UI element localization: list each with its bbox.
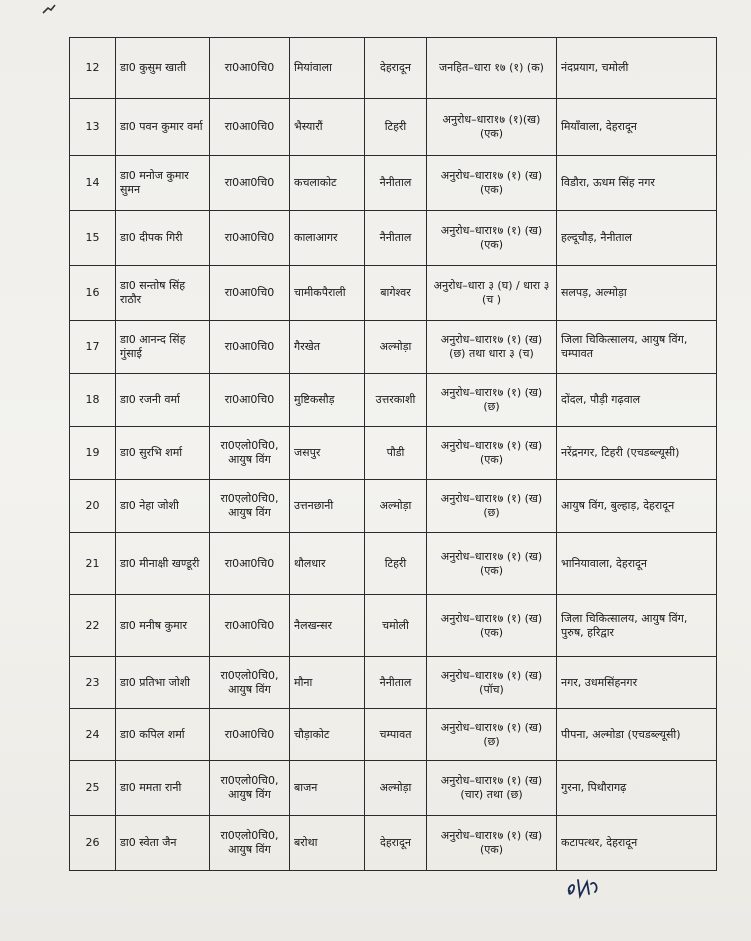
serial-number: 14	[70, 156, 116, 211]
designation: रा0आ0चि0	[210, 38, 290, 99]
officer-name: डा0 पवन कुमार वर्मा	[116, 99, 210, 156]
current-posting: मियांवाला	[290, 38, 365, 99]
officer-name: डा0 कुसुम खाती	[116, 38, 210, 99]
current-posting: बरोथा	[290, 816, 365, 871]
current-posting: उत्तनछानी	[290, 480, 365, 533]
new-posting: नगर, उधमसिंहनगर	[557, 657, 717, 709]
current-posting: चामीकपैराली	[290, 266, 365, 321]
officer-name: डा0 मनीष कुमार	[116, 595, 210, 657]
new-posting: सलपड़, अल्मोड़ा	[557, 266, 717, 321]
district: चम्पावत	[365, 709, 427, 761]
designation: रा0आ0चि0	[210, 321, 290, 374]
serial-number: 26	[70, 816, 116, 871]
serial-number: 22	[70, 595, 116, 657]
designation: रा0आ0चि0	[210, 99, 290, 156]
table-row	[70, 99, 717, 156]
new-posting: भानियावाला, देहरादून	[557, 533, 717, 595]
designation: रा0आ0चि0	[210, 374, 290, 427]
current-posting: बाजन	[290, 761, 365, 816]
serial-number: 23	[70, 657, 116, 709]
serial-number: 24	[70, 709, 116, 761]
current-posting: मौना	[290, 657, 365, 709]
transfer-basis: अनुरोध–धारा१७ (१) (ख) (एक)	[427, 816, 557, 871]
designation: रा0आ0चि0	[210, 266, 290, 321]
designation: रा0आ0चि0	[210, 709, 290, 761]
transfer-basis: अनुरोध–धारा१७ (१) (ख) (छ)	[427, 480, 557, 533]
designation: रा0एलो0चि0, आयुष विंग	[210, 427, 290, 480]
table-row	[70, 156, 717, 211]
district: नैनीताल	[365, 156, 427, 211]
table-row	[70, 761, 717, 816]
current-posting: कचलाकोट	[290, 156, 365, 211]
current-posting: कालाआगर	[290, 211, 365, 266]
transfer-basis: अनुरोध–धारा१७ (१) (ख) (एक)	[427, 427, 557, 480]
new-posting: पीपना, अल्मोडा (एचडब्ल्यूसी)	[557, 709, 717, 761]
district: टिहरी	[365, 533, 427, 595]
district: अल्मोड़ा	[365, 321, 427, 374]
designation: रा0आ0चि0	[210, 156, 290, 211]
new-posting: नंदप्रयाग, चमोली	[557, 38, 717, 99]
serial-number: 19	[70, 427, 116, 480]
new-posting: कटापत्थर, देहरादून	[557, 816, 717, 871]
new-posting: जिला चिकित्सालय, आयुष विंग, पुरुष, हरिद्वार	[557, 595, 717, 657]
serial-number: 21	[70, 533, 116, 595]
officer-name: डा0 मनोज कुमार सुमन	[116, 156, 210, 211]
current-posting: गैरखेत	[290, 321, 365, 374]
handwritten-signature	[565, 874, 605, 900]
current-posting: मुष्टिकसौड़	[290, 374, 365, 427]
transfer-basis: अनुरोध–धारा१७ (१) (ख) (छ)	[427, 709, 557, 761]
designation: रा0एलो0चि0, आयुष विंग	[210, 480, 290, 533]
new-posting: विडौरा, ऊधम सिंह नगर	[557, 156, 717, 211]
district: उत्तरकाशी	[365, 374, 427, 427]
designation: रा0आ0चि0	[210, 595, 290, 657]
transfer-basis: अनुरोध–धारा१७ (१) (ख) (एक)	[427, 533, 557, 595]
district: अल्मोड़ा	[365, 761, 427, 816]
transfer-basis: अनुरोध–धारा१७ (१) (ख) (एक)	[427, 595, 557, 657]
table-row	[70, 374, 717, 427]
district: अल्मोड़ा	[365, 480, 427, 533]
table-row	[70, 816, 717, 871]
table-row	[70, 321, 717, 374]
officer-name: डा0 प्रतिभा जोशी	[116, 657, 210, 709]
officer-name: डा0 आनन्द सिंह गुंसाई	[116, 321, 210, 374]
new-posting: नरेंद्रनगर, टिहरी (एचडब्ल्यूसी)	[557, 427, 717, 480]
district: टिहरी	[365, 99, 427, 156]
new-posting: मियाँवाला, देहरादून	[557, 99, 717, 156]
officer-name: डा0 दीपक गिरी	[116, 211, 210, 266]
transfer-basis: अनुरोध–धारा१७ (१) (ख) (छ)	[427, 374, 557, 427]
new-posting: जिला चिकित्सालय, आयुष विंग, चम्पावत	[557, 321, 717, 374]
new-posting: हल्दूचौड़, नैनीताल	[557, 211, 717, 266]
transfer-basis: अनुरोध–धारा१७ (१) (ख) (पॉच)	[427, 657, 557, 709]
officer-name: डा0 नेहा जोशी	[116, 480, 210, 533]
serial-number: 15	[70, 211, 116, 266]
serial-number: 25	[70, 761, 116, 816]
officer-name: डा0 स्वेता जैन	[116, 816, 210, 871]
serial-number: 16	[70, 266, 116, 321]
new-posting: गुरना, पिथौरागढ़	[557, 761, 717, 816]
serial-number: 18	[70, 374, 116, 427]
serial-number: 17	[70, 321, 116, 374]
current-posting: चौड़ाकोट	[290, 709, 365, 761]
transfer-basis: अनुरोध–धारा१७ (१) (ख) (एक)	[427, 211, 557, 266]
district: देहरादून	[365, 816, 427, 871]
district: देहरादून	[365, 38, 427, 99]
officer-name: डा0 सुरभि शर्मा	[116, 427, 210, 480]
table-row	[70, 595, 717, 657]
transfer-basis: अनुरोध–धारा१७ (१) (ख) (छ) तथा धारा ३ (च)	[427, 321, 557, 374]
new-posting: आयुष विंग, बुल्हाड़, देहरादून	[557, 480, 717, 533]
district: नैनीताल	[365, 211, 427, 266]
transfer-basis: अनुरोध–धारा१७ (१) (ख) (चार) तथा (छ)	[427, 761, 557, 816]
table-row	[70, 266, 717, 321]
district: पौडी	[365, 427, 427, 480]
officer-name: डा0 ममता रानी	[116, 761, 210, 816]
scan-speck-mark	[42, 4, 56, 16]
table-row	[70, 38, 717, 99]
officer-name: डा0 मीनाक्षी खण्डूरी	[116, 533, 210, 595]
serial-number: 12	[70, 38, 116, 99]
current-posting: थौलधार	[290, 533, 365, 595]
designation: रा0एलो0चि0, आयुष विंग	[210, 816, 290, 871]
new-posting: दोंदल, पौड़ी गढ़वाल	[557, 374, 717, 427]
designation: रा0एलो0चि0, आयुष विंग	[210, 657, 290, 709]
serial-number: 20	[70, 480, 116, 533]
transfer-table	[69, 37, 717, 871]
transfer-basis: जनहित–धारा १७ (१) (क)	[427, 38, 557, 99]
designation: रा0एलो0चि0, आयुष विंग	[210, 761, 290, 816]
transfer-basis: अनुरोध–धारा१७ (१) (ख) (एक)	[427, 156, 557, 211]
current-posting: जसपुर	[290, 427, 365, 480]
current-posting: नैलखन्सर	[290, 595, 365, 657]
officer-name: डा0 कपिल शर्मा	[116, 709, 210, 761]
table-row	[70, 211, 717, 266]
designation: रा0आ0चि0	[210, 533, 290, 595]
district: बागेश्वर	[365, 266, 427, 321]
officer-name: डा0 सन्तोष सिंह राठौर	[116, 266, 210, 321]
serial-number: 13	[70, 99, 116, 156]
transfer-basis: अनुरोध–धारा ३ (घ) / धारा ३ (च )	[427, 266, 557, 321]
table-row	[70, 533, 717, 595]
district: चमोली	[365, 595, 427, 657]
table-row	[70, 657, 717, 709]
table-row	[70, 427, 717, 480]
current-posting: भैस्यारौं	[290, 99, 365, 156]
district: नैनीताल	[365, 657, 427, 709]
officer-name: डा0 रजनी वर्मा	[116, 374, 210, 427]
table-row	[70, 480, 717, 533]
transfer-basis: अनुरोध–धारा१७ (१)(ख) (एक)	[427, 99, 557, 156]
designation: रा0आ0चि0	[210, 211, 290, 266]
table-row	[70, 709, 717, 761]
